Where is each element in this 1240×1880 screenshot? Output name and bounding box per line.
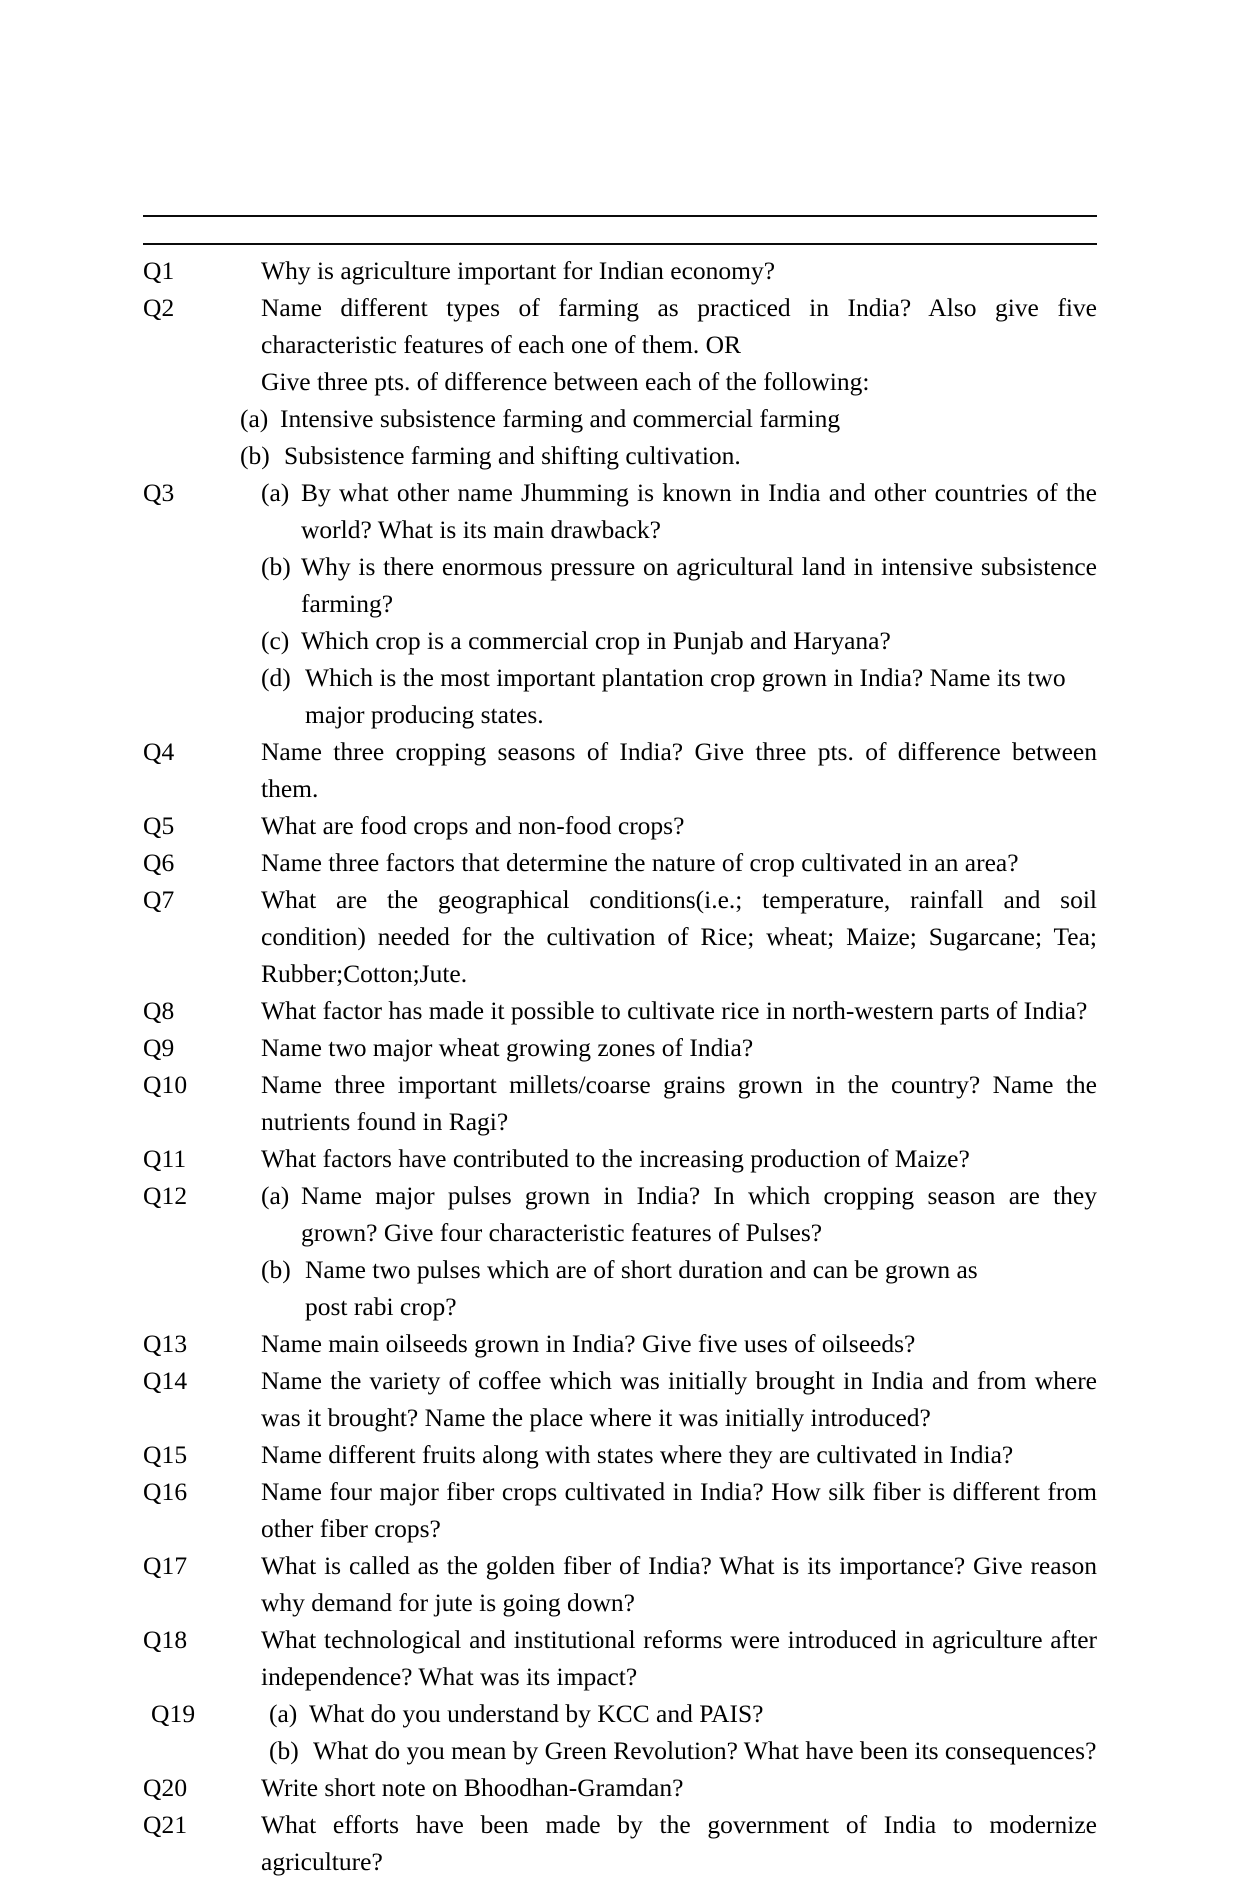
question-number: Q3	[143, 478, 175, 507]
question-text: What technological and institutional reforms were introduced in agriculture after independence? What was its impact?	[261, 1625, 1097, 1691]
sub-question-text-continued: post rabi crop?	[305, 1292, 457, 1321]
second-horizontal-rule	[143, 243, 1097, 245]
question-row	[143, 1473, 1097, 1547]
question-body	[261, 1436, 1097, 1473]
question-text: Name two major wheat growing zones of India?	[261, 1033, 754, 1062]
question-number: Q12	[143, 1181, 188, 1210]
sub-question-row	[269, 1732, 1097, 1769]
question-number: Q2	[143, 293, 175, 322]
question-row	[143, 1769, 1097, 1806]
sub-question-text: Name major pulses grown in India? In which cropping season are they grown? Give four characteristic features of Pulses?	[301, 1181, 1097, 1247]
sub-question-text: Which crop is a commercial crop in Punjab and Haryana?	[301, 626, 891, 655]
question-number: Q5	[143, 811, 175, 840]
sub-question-row	[261, 548, 1097, 622]
question-text: Name three factors that determine the nature of crop cultivated in an area?	[261, 848, 1019, 877]
question-row	[143, 1029, 1097, 1066]
question-body	[261, 881, 1097, 992]
sub-question-row	[261, 622, 1097, 659]
question-body	[261, 1362, 1097, 1436]
question-number: Q1	[143, 256, 175, 285]
question-number: Q6	[143, 848, 175, 877]
question-text: What are food crops and non-food crops?	[261, 811, 685, 840]
sub-question-text: Name two pulses which are of short duration and can be grown as	[305, 1255, 978, 1284]
question-number: Q18	[143, 1625, 188, 1654]
question-number: Q21	[143, 1810, 188, 1839]
sub-question-text: Intensive subsistence farming and commercial farming	[280, 404, 841, 433]
question-number: Q10	[143, 1070, 188, 1099]
question-text: What are the geographical conditions(i.e.; temperature, rainfall and soil condition) needed for the cultivation of Rice; wheat; Maize; Sugarcane; Tea; Rubber;Cotton;Jute.	[261, 885, 1097, 988]
question-number: Q14	[143, 1366, 188, 1395]
question-body	[261, 252, 1097, 289]
question-row	[143, 733, 1097, 807]
question-row	[143, 1066, 1097, 1140]
question-row	[143, 1362, 1097, 1436]
question-row	[143, 807, 1097, 844]
sub-question-label: (a)	[269, 1699, 298, 1728]
question-number: Q15	[143, 1440, 188, 1469]
question-text: Why is agriculture important for Indian economy?	[261, 256, 776, 285]
question-text: Name four major fiber crops cultivated in India? How silk fiber is different from other fiber crops?	[261, 1477, 1097, 1543]
question-paper-body	[143, 215, 1097, 1880]
question-body	[261, 733, 1097, 807]
question-text: Name different types of farming as practiced in India? Also give five characteristic features of each one of them. OR	[261, 293, 1097, 359]
sub-question-label: (a)	[240, 404, 269, 433]
question-body	[261, 844, 1097, 881]
sub-question-row	[143, 400, 1194, 437]
question-text: What efforts have been made by the government of India to modernize agriculture?	[261, 1810, 1097, 1876]
question-row	[143, 1177, 1097, 1325]
question-row	[143, 992, 1097, 1029]
question-text: Write short note on Bhoodhan-Gramdan?	[261, 1773, 684, 1802]
question-body	[261, 1621, 1097, 1695]
question-row	[143, 844, 1097, 881]
sub-question-label: (b)	[261, 552, 291, 581]
sub-question-text: What do you mean by Green Revolution? What have been its consequences?	[313, 1736, 1097, 1765]
question-number: Q13	[143, 1329, 188, 1358]
sub-question-row	[261, 1177, 1097, 1251]
sub-question-text: Which is the most important plantation crop grown in India? Name its two major producing states.	[305, 663, 1066, 729]
question-body	[261, 807, 1097, 844]
question-list	[143, 252, 1097, 1880]
question-text: Name different fruits along with states where they are cultivated in India?	[261, 1440, 1014, 1469]
sub-question-row	[269, 1695, 1097, 1732]
sub-question-row	[143, 437, 1194, 474]
sub-question-row	[261, 1251, 1097, 1325]
question-body	[261, 1066, 1097, 1140]
question-number: Q19	[151, 1699, 196, 1728]
question-row	[143, 881, 1097, 992]
question-body	[261, 1140, 1097, 1177]
question-text: What factor has made it possible to cultivate rice in north-western parts of India?	[261, 996, 1088, 1025]
question-body	[261, 1325, 1097, 1362]
question-number: Q4	[143, 737, 175, 766]
question-text: What factors have contributed to the increasing production of Maize?	[261, 1144, 970, 1173]
sub-question-label: (d)	[261, 663, 291, 692]
question-row	[143, 1695, 1097, 1769]
question-body	[269, 1695, 1097, 1769]
question-number: Q9	[143, 1033, 175, 1062]
sub-question-label: (c)	[261, 626, 290, 655]
question-number: Q16	[143, 1477, 188, 1506]
question-text: Name three cropping seasons of India? Give three pts. of difference between them.	[261, 737, 1097, 803]
question-row	[143, 1325, 1097, 1362]
sub-question-text: Why is there enormous pressure on agricultural land in intensive subsistence farming?	[301, 552, 1097, 618]
sub-question-label: (a)	[261, 478, 290, 507]
question-body	[261, 1473, 1097, 1547]
question-body	[261, 289, 1097, 400]
sub-question-label: (a)	[261, 1181, 290, 1210]
question-text: Name the variety of coffee which was initially brought in India and from where was it brought? Name the place where it was initially introduced?	[261, 1366, 1097, 1432]
sub-question-row	[261, 659, 1097, 733]
question-number: Q7	[143, 885, 175, 914]
sub-question-label: (b)	[240, 441, 270, 470]
question-text: Name main oilseeds grown in India? Give five uses of oilseeds?	[261, 1329, 916, 1358]
sub-question-label: (b)	[269, 1736, 299, 1765]
question-text: What is called as the golden fiber of India? What is its importance? Give reason why demand for jute is going down?	[261, 1551, 1097, 1617]
question-text-continued: Give three pts. of difference between each of the following:	[261, 367, 870, 396]
question-row	[143, 1806, 1097, 1880]
sub-question-text: What do you understand by KCC and PAIS?	[309, 1699, 764, 1728]
question-number: Q17	[143, 1551, 188, 1580]
question-body	[261, 1029, 1097, 1066]
question-number: Q20	[143, 1773, 188, 1802]
question-text: Name three important millets/coarse grains grown in the country? Name the nutrients found in Ragi?	[261, 1070, 1097, 1136]
question-row	[143, 1436, 1097, 1473]
question-body	[261, 1547, 1097, 1621]
top-horizontal-rule	[143, 215, 1097, 217]
question-body	[261, 1769, 1097, 1806]
question-row	[143, 1547, 1097, 1621]
sub-question-row	[261, 474, 1097, 548]
sub-question-label: (b)	[261, 1255, 291, 1284]
question-body	[261, 992, 1097, 1029]
question-row	[143, 1140, 1097, 1177]
question-body	[261, 474, 1097, 733]
question-row	[143, 289, 1097, 400]
question-row	[143, 474, 1097, 733]
sub-question-text: By what other name Jhumming is known in India and other countries of the world? What is its main drawback?	[301, 478, 1097, 544]
question-number: Q8	[143, 996, 175, 1025]
question-number: Q11	[143, 1144, 187, 1173]
question-body	[261, 1806, 1097, 1880]
question-body	[261, 1177, 1097, 1325]
question-row	[143, 1621, 1097, 1695]
sub-question-text: Subsistence farming and shifting cultivation.	[284, 441, 741, 470]
question-row	[143, 252, 1097, 289]
